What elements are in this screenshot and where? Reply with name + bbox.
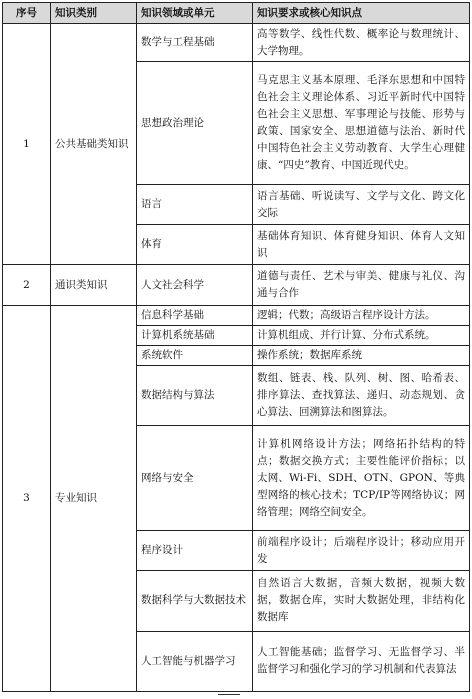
header-category: 知识类别: [51, 3, 137, 24]
area-cell: 信息科学基础: [137, 305, 253, 325]
area-cell: 语言: [137, 184, 253, 224]
area-cell: 计算机系统基础: [137, 325, 253, 345]
points-cell: 数组、链表、栈、队列、树、图、哈希表、排序算法、查找算法、递归、动态规划、贪心算法、回溯算法和图算法。: [253, 365, 470, 425]
points-cell: 高等数学、线性代数、概率论与数理统计、大学物理。: [253, 24, 470, 62]
header-no: 序号: [3, 3, 51, 24]
category-cell: 公共基础类知识: [51, 24, 137, 265]
category-cell: 专业知识: [51, 305, 137, 691]
header-area: 知识领域或单元: [137, 3, 253, 24]
points-cell: 前端程序设计；后端程序设计；移动应用开发: [253, 530, 470, 570]
row-number: 1: [3, 24, 51, 265]
area-cell: 人工智能与机器学习: [137, 631, 253, 691]
points-cell: 马克思主义基本原理、毛泽东思想和中国特色社会主义理论体系、习近平新时代中国特色社会主义思想、军事理论与技能、形势与政策、国家安全、思想道德与法治、新时代中国特色社会主义劳动教育、大学生心理健康、“四史”教育、中国近现代史。: [253, 62, 470, 185]
header-points: 知识要求或核心知识点: [253, 3, 470, 24]
area-cell: 思想政治理论: [137, 62, 253, 185]
table-body: [3, 24, 470, 692]
area-cell: 程序设计: [137, 530, 253, 570]
points-cell: 操作系统；数据库系统: [253, 345, 470, 365]
table-row: [3, 265, 470, 305]
points-cell: 计算机组成、并行计算、分布式系统。: [253, 325, 470, 345]
points-cell: 计算机网络设计方法；网络拓扑结构的特点；数据交换方式；主要性能评价指标；以太网、Wi-Fi、SDH、OTN、GPON、等典型网络的核心技术；TCP/IP等网络协议；网络管理；网络空间安全。: [253, 426, 470, 531]
row-number: 3: [3, 305, 51, 691]
area-cell: 数据结构与算法: [137, 365, 253, 425]
area-cell: 数据科学与大数据技术: [137, 571, 253, 631]
points-cell: 自然语言大数据，音频大数据，视频大数据，数据仓库，实时大数据处理，非结构化数据库: [253, 571, 470, 631]
area-cell: 人文社会科学: [137, 265, 253, 305]
points-cell: 语言基础、听说读写、文学与文化、跨文化交际: [253, 184, 470, 224]
page-footer-divider: [218, 694, 240, 699]
header-row: [3, 3, 470, 24]
area-cell: 数学与工程基础: [137, 24, 253, 62]
category-cell: 通识类知识: [51, 265, 137, 305]
points-cell: 道德与责任、艺术与审美、健康与礼仪、沟通与合作: [253, 265, 470, 305]
area-cell: 网络与安全: [137, 426, 253, 531]
points-cell: 基础体育知识、体育健身知识、体育人文知识: [253, 225, 470, 265]
points-cell: 人工智能基础；监督学习、无监督学习、半监督学习和强化学习的学习机制和代表算法: [253, 631, 470, 691]
area-cell: 体育: [137, 225, 253, 265]
row-number: 2: [3, 265, 51, 305]
knowledge-table: [2, 2, 470, 692]
table-header: [3, 3, 470, 24]
table-row: [3, 305, 470, 325]
points-cell: 逻辑；代数；高级语言程序设计方法。: [253, 305, 470, 325]
table-row: [3, 24, 470, 62]
area-cell: 系统软件: [137, 345, 253, 365]
